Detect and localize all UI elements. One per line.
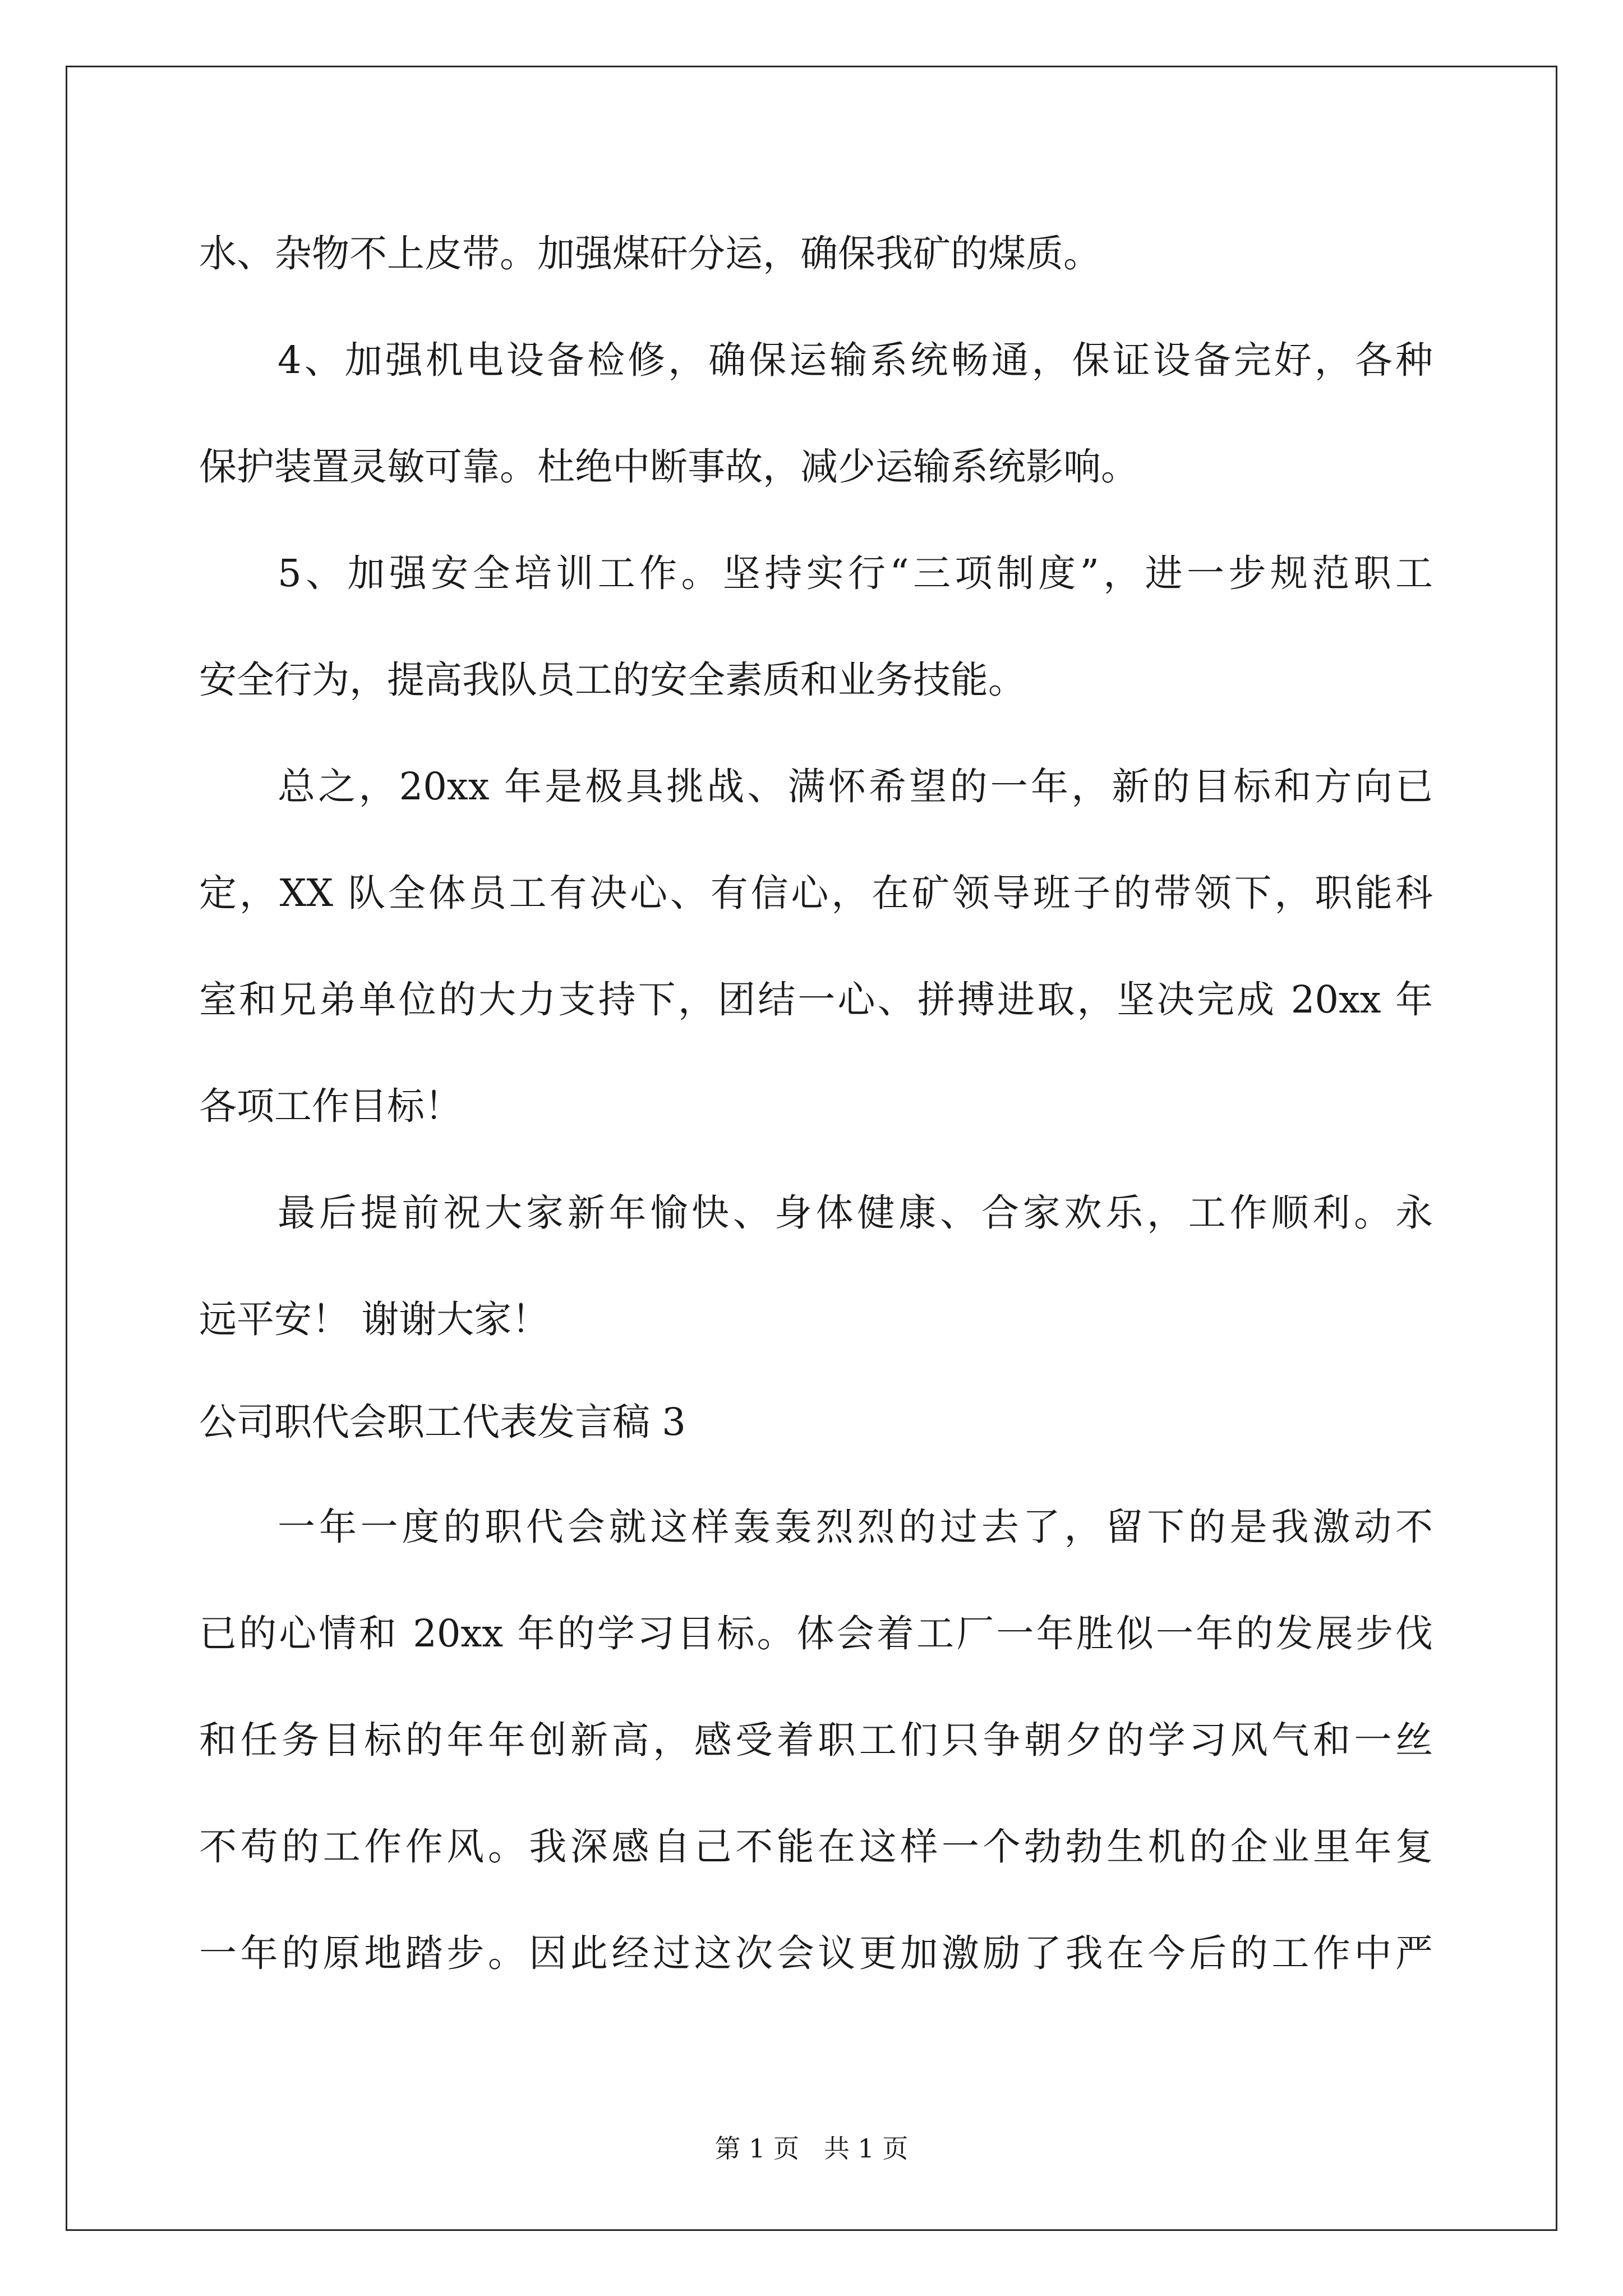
paragraph-line: 各项工作目标！ [199,1084,462,1128]
page-frame [66,66,1557,2231]
paragraph-line: 和任务目标的年年创新高，感受着职工们只争朝夕的学习风气和一丝 [199,1718,1433,1762]
paragraph-line: 保护装置灵敏可靠。杜绝中断事故，减少运输系统影响。 [199,445,1138,489]
paragraph-line: 总之，20xx 年是极具挑战、满怀希望的一年，新的目标和方向已 [278,765,1433,808]
paragraph-line: 已的心情和 20xx 年的学习目标。体会着工厂一年胜似一年的发展步伐 [199,1612,1433,1655]
paragraph-line: 不苟的工作作风。我深感自己不能在这样一个勃勃生机的企业里年复 [199,1825,1433,1869]
page-footer: 第 1 页 共 1 页 [714,2133,909,2164]
paragraph-line: 远平安！ 谢谢大家！ [199,1297,550,1341]
paragraph-line: 水、杂物不上皮带。加强煤矸分运，确保我矿的煤质。 [199,232,1101,275]
paragraph-line: 最后提前祝大家新年愉快、身体健康、合家欢乐，工作顺利。永 [278,1191,1433,1235]
paragraph-line: 安全行为，提高我队员工的安全素质和业务技能。 [199,658,1026,702]
paragraph-line: 定，XX 队全体员工有决心、有信心，在矿领导班子的带领下，职能科 [199,871,1433,915]
paragraph-line: 一年的原地踏步。因此经过这次会议更加激励了我在今后的工作中严 [199,1931,1433,1975]
paragraph-line: 室和兄弟单位的大力支持下，团结一心、拼搏进取，坚决完成 20xx 年 [199,978,1433,1022]
paragraph-line: 5、加强安全培训工作。坚持实行“三项制度”，进一步规范职工 [278,551,1433,595]
paragraph-line: 一年一度的职代会就这样轰轰烈烈的过去了，留下的是我激动不 [278,1505,1433,1549]
paragraph-line: 4、加强机电设备检修，确保运输系统畅通，保证设备完好，各种 [278,338,1433,382]
section-heading: 公司职代会职工代表发言稿 3 [199,1400,686,1444]
